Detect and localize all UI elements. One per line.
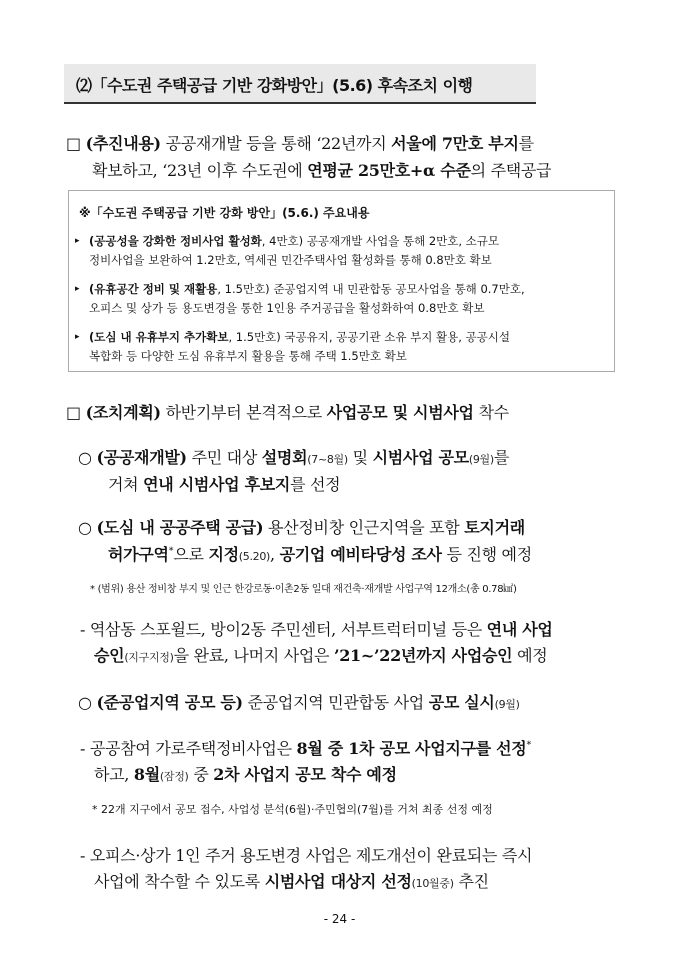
c2-text: 용산정비창 인근지역을 포함 — [263, 518, 465, 537]
c1-bold-b: 시범사업 공모 — [372, 448, 469, 467]
d2-text: 공공참여 가로주택정비사업은 — [89, 739, 297, 758]
note-item-1 — [75, 232, 609, 270]
d2-sub: (잠정) — [159, 770, 189, 783]
square-bullet: □ — [66, 134, 81, 153]
c2-bold-d: 공기업 예비타당성 조사 — [279, 545, 442, 564]
dash-bullet: - — [80, 846, 86, 865]
section-heading: ⑵「수도권 주택공급 기반 강화방안」(5.6) 후속조치 이행 — [76, 76, 473, 95]
c2-line1 — [78, 515, 525, 538]
c1-line2 — [108, 472, 340, 495]
note-item-2-bold: (유휴공간 정비 및 재활용 — [89, 282, 218, 296]
c3-sub: (9월) — [494, 698, 520, 711]
circle-bullet: ○ — [78, 693, 92, 712]
sec1-bold-a: 서울에 7만호 부지 — [391, 134, 519, 153]
triangle-bullet-icon: ▸ — [75, 284, 80, 294]
sec2-bold: 사업공모 및 시범사업 — [326, 403, 474, 422]
c1-line1 — [78, 445, 509, 468]
c3-bold: 공모 실시 — [428, 693, 495, 712]
c1-label: (공공재개발) — [96, 448, 187, 467]
sec1-line1 — [66, 131, 534, 154]
sec1-text-a: 공공재개발 등을 통해 ‘22년까지 — [160, 134, 392, 153]
d3-line2 — [94, 869, 489, 892]
c2-text-b: 으로 — [173, 545, 209, 564]
note-item-2-text: , 1.5만호) 준공업지역 내 민관합동 공모사업을 통해 0.7만호, — [217, 282, 525, 296]
triangle-bullet-icon: ▸ — [75, 332, 80, 342]
d3-text: 오피스·상가 1인 주거 용도변경 사업은 제도개선이 완료되는 즉시 — [89, 846, 533, 865]
circle-bullet: ○ — [78, 448, 92, 467]
c3-text: 준공업지역 민관합동 사업 — [242, 693, 429, 712]
sec1-bold-b: 연평균 25만호+α 수준 — [307, 161, 471, 180]
d1-bold-a: 연내 사업 — [486, 620, 553, 639]
summary-note-box — [68, 190, 615, 372]
d2-footnote-mark: * — [526, 739, 532, 751]
c1-bold-c: 연내 시범사업 후보지 — [143, 475, 291, 494]
c2-footnote-mark: * — [168, 545, 174, 557]
d1-bold-b: 승인 — [94, 646, 125, 665]
d2-bold-b: 8월 — [133, 765, 160, 784]
note-item-2-text-2: 오피스 및 상가 등 용도변경을 통한 1인용 주거공급을 활성화하여 0.8만호 확보 — [89, 301, 485, 315]
sec2-text-a: 하반기부터 본격적으로 — [160, 403, 327, 422]
d3-line1 — [80, 843, 532, 866]
d2-bold-c: 2차 사업지 공모 착수 예정 — [213, 765, 397, 784]
c2-line2 — [108, 542, 532, 565]
note-item-3-text-2: 복합화 등 다양한 도심 유휴부지 활용을 통해 주택 1.5만호 확보 — [89, 349, 407, 363]
d3-bold: 시범사업 대상지 선정 — [264, 872, 412, 891]
note-item-3-text: , 1.5만호) 국공유지, 공공기관 소유 부지 활용, 공공시설 — [228, 330, 510, 344]
sec1-line2 — [92, 158, 551, 181]
sec1-text-c: 확보하고, ‘23년 이후 수도권에 — [92, 161, 308, 180]
d2-bold-a: 8월 중 1차 공모 사업지구를 선정 — [296, 739, 527, 758]
sec1-text-d: 의 주택공급 — [470, 161, 552, 180]
c1-text-b: 및 — [347, 448, 373, 467]
sec2-line1 — [66, 400, 509, 423]
note-item-3 — [75, 328, 609, 366]
d1-text-b: 을 완료, 나머지 사업은 — [173, 646, 334, 665]
note-item-2 — [75, 280, 609, 318]
dash-bullet: - — [80, 739, 86, 758]
square-bullet: □ — [66, 403, 81, 422]
c2-bold-b: 허가구역 — [108, 545, 169, 564]
d1-line1 — [80, 617, 553, 640]
circle-bullet: ○ — [78, 518, 92, 537]
sec2-text-b: 착수 — [473, 403, 509, 422]
d1-bold-c: ’21~’22년까지 사업승인 — [333, 646, 513, 665]
d2-line2 — [94, 762, 397, 785]
d1-sub: (지구지정) — [124, 651, 174, 664]
c3-line1 — [78, 690, 520, 713]
c3-label: (준공업지역 공모 등) — [96, 693, 243, 712]
dash-bullet: - — [80, 620, 86, 639]
c1-text: 주민 대상 — [186, 448, 262, 467]
c1-text-d: 거쳐 — [108, 475, 144, 494]
note-title: ※「수도권 주택공급 기반 강화 방안」(5.6.) 주요내용 — [79, 206, 370, 220]
d2-line1 — [80, 736, 531, 759]
sec1-label: (추진내용) — [85, 134, 161, 153]
c1-sub-a: (7~8월) — [307, 453, 348, 466]
c1-text-e: 를 선정 — [290, 475, 341, 494]
c1-bold-a: 설명회 — [261, 448, 308, 467]
d1-line2 — [94, 643, 547, 666]
d2-text-b: 하고, — [94, 765, 134, 784]
d3-text-b: 사업에 착수할 수 있도록 — [94, 872, 265, 891]
page-number: - 24 - — [323, 912, 356, 926]
d2-text-c: 중 — [188, 765, 214, 784]
section-heading-box — [64, 64, 536, 104]
d3-text-c: 추진 — [453, 872, 489, 891]
note-item-1-text-2: 정비사업을 보완하여 1.2만호, 역세권 민간주택사업 활성화를 통해 0.8만호 확보 — [89, 253, 492, 267]
d3-sub: (10월중) — [411, 877, 454, 890]
note-item-1-text: , 4만호) 공공재개발 사업을 통해 2만호, 소규모 — [261, 234, 500, 248]
d2-footnote: * 22개 지구에서 공모 접수, 사업성 분석(6월)·주민협의(7월)를 거쳐 최종 선정 예정 — [92, 803, 493, 816]
c2-bold-c: 지정 — [208, 545, 239, 564]
c2-footnote: * (범위) 용산 정비창 부지 및 인근 한강로동·이촌2동 일대 재건축·재개발 사업구역 12개소(총 0.78㎢) — [90, 584, 517, 595]
d1-text: 역삼동 스포윌드, 방이2동 주민센터, 서부트럭터미널 등은 — [89, 620, 487, 639]
d1-text-c: 예정 — [512, 646, 548, 665]
c2-bold-a: 토지거래 — [464, 518, 525, 537]
triangle-bullet-icon: ▸ — [75, 236, 80, 246]
sec2-label: (조치계획) — [85, 403, 161, 422]
note-item-3-bold: (도심 내 유휴부지 추가확보 — [89, 330, 229, 344]
c1-text-c: 를 — [493, 448, 509, 467]
c2-label: (도심 내 공공주택 공급) — [96, 518, 264, 537]
c2-sep: , — [270, 545, 280, 564]
c2-text-c: 등 진행 예정 — [441, 545, 532, 564]
c2-sub: (5.20) — [238, 550, 271, 563]
sec1-text-b: 를 — [518, 134, 534, 153]
note-item-1-bold: (공공성을 강화한 정비사업 활성화 — [89, 234, 262, 248]
c1-sub-b: (9월) — [468, 453, 494, 466]
